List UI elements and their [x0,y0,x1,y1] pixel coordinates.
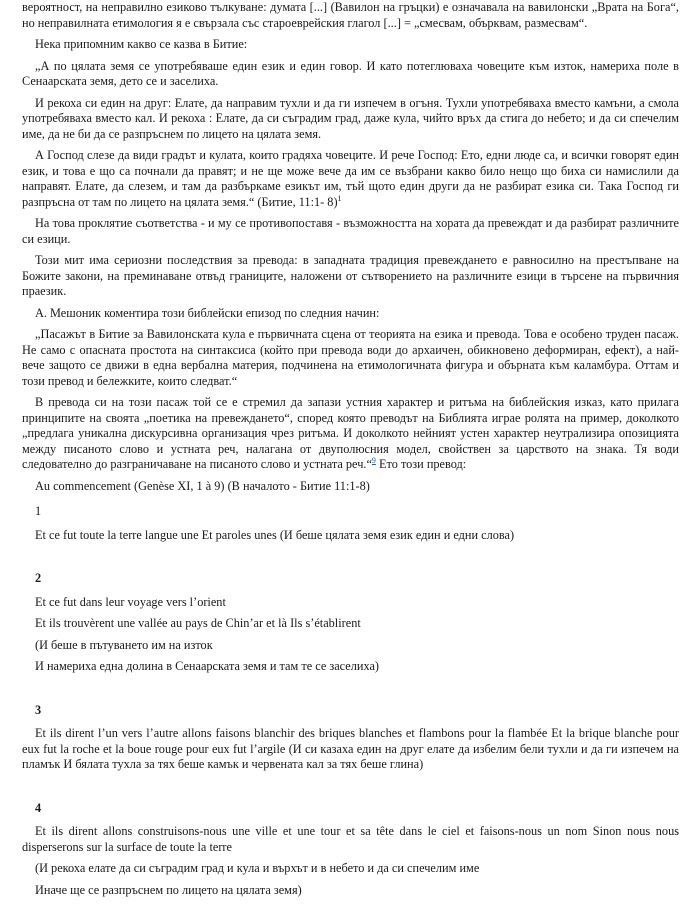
translation-principles-tail: Ето този превод: [375,457,467,471]
translation-principles-text: В превода си на този пасаж той се е стремил да запази устния характер и ритъма на библейския изказ, като прилага принципите на своята „поетика на превеждането“, според която преводът на Библията играе ролята на пример, доколкото „предлага уникална дискурсивна организация чрез ритъма. И доколкото нейният устен характер неутрализира опозицията между писаното слово и устната реч, налагана от двуполюсния модел, свойствен за царството на знака. Тя води следователно до разграничаване на писаното слово и устната реч.“ [22,395,679,471]
translation-heading: Au commencement (Genèse XI, 1 à 9) (В началото - Битие 11:1-8) [35,478,370,493]
verse-number: 2 [35,571,42,585]
paragraph-genesis-intro: Нека припомним какво се казва в Битие: [35,37,248,51]
document-page [22,0,679,898]
verse-line: Et ils trouvèrent une vallée au pays de Chin’ar et là Ils s’établirent [35,616,361,630]
paragraph-curse: На това проклятие съответства - и му се противопоставя - възможността на хората да превеждат и да разбират различните си езици. [22,216,679,246]
verse-line: Et ils dirent l’un vers l’autre allons faisons blanchir des briques blanches et flambons pour la flambée Et la brique blanche pour eux fut la roche et la boue rouge pour eux fut l’argile (И си казаха един на друг елате да избелим бели тухли и да ги изпечем на пламък И бялата тухла за тях беше камък и червената кал за тях беше глина) [22,726,679,771]
verse-number: 3 [35,702,42,717]
paragraph-meschonnic-intro: А. Мешоник коментира този библейски епизод по следния начин: [35,305,380,320]
quote-genesis-3-text: А Господ слезе да види градът и кулата, които градяха човеците. И рече Господ: Ето, едни люде са, и всички говорят един език, и това е що са почнали да правят; и не ще може вече да им се възбрани какво било нещо що биха си намислили да направят. Елате, да слезем, и там да разбъркаме езикът им, тъй щото един други да не разбират езика си. Така Господ ги разпръсна от там по лицето на цялата земя.“ (Битие, 11:1- 8) [22,148,679,209]
quote-genesis-3 [22,148,679,210]
paragraph-translation-principles [22,395,679,473]
quote-genesis-1: „А по цялата земя се употребяваше един език и един говор. И като потеглюваха човеците към изток, намериха поле в Сенаарската земя, дето се и заселиха. [22,58,679,88]
paragraph-babylon-etymology: вероятност, на неправилно езиково тълкуване: думата [...] (Вавилон на гръцки) е означавала на вавилонски „Врата на Бога“, но неправилната етимология я е свързала със староеврейския глагол [...] = „смесвам, обърквам, размесвам“. [22,0,679,30]
verse-line: Иначе ще се разпръснем по лицето на цялата земя) [35,882,302,897]
verse-line: (И беше в пътуването им на изток [35,637,213,652]
verse-line: Et ce fut dans leur voyage vers l’orient [35,594,226,609]
verse-number: 1 [35,504,42,518]
verse-line: Et ils dirent allons construisons-nous une ville et une tour et sa tête dans le ciel et faisons-nous un nom Sinon nous nous disperserons sur la surface de toute la terre [22,824,679,854]
footnote-ref-9[interactable]: 9 [371,455,376,465]
quote-genesis-2: И рекоха си един на друг: Елате, да направим тухли и да ги изпечем в огъня. Тухли употребяваха вместо камъни, а смола употребяваха вместо кал. И рекоха : Елате, да си съградим град, даже кула, чийто връх да стига до небето; и да си спечелим име, да не би да се разпръснем по лицето на цялата земя. [22,95,679,141]
verse-line: (И рекоха елате да си съградим град и кула и върхът и в небето и да си спечелим име [35,861,480,875]
footnote-ref-1[interactable]: 1 [337,193,342,203]
verse-number: 4 [35,800,42,815]
paragraph-myth-consequences: Този мит има сериозни последствия за превода: в западната традиция превеждането е равносилно на престъпване на Божите закони, на преминаване отвъд границите, наложени от сътворението на различните езици в търсене на първичния праезик. [22,253,679,298]
quote-meschonnic: „Пасажът в Битие за Вавилонската кула е първичната сцена от теорията на езика и превода. Това е особено труден пасаж. Не само с опасната простота на синтаксиса (който при превода води до архаичен, обикновено деформиран, ефект), а най-вече защото се движи в една вербална материя, подчинена на етимологичната фигура и обърната към каламбура. Оттам и този превод и бележките, които следват.“ [22,327,679,388]
verse-line: И намериха една долина в Сенаарската земя и там те се заселиха) [35,659,380,673]
verse-line: Et ce fut toute la terre langue une Et paroles unes (И беше цялата земя език един и едни слова) [35,527,515,542]
